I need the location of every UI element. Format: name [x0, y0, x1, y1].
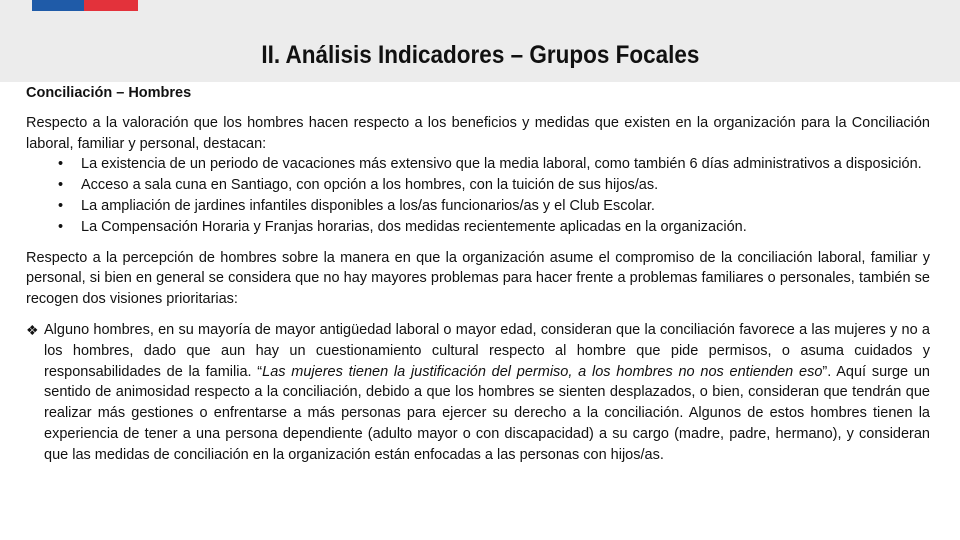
list-item-text: La existencia de un periodo de vacaciones más extensivo que la media laboral, como también 6 días administrativos a disposición.	[81, 156, 922, 173]
perception-paragraph: Respecto a la percepción de hombres sobre la manera en que la organización asume el compromiso de la conciliación laboral, familiar y personal, si bien en general se considera que no hay mayores problemas para hacer frente a problemas familiares o personales, también se recogen dos visiones prioritarias:	[26, 249, 930, 308]
intro-paragraph: Respecto a la valoración que los hombres hacen respecto a los beneficios y medidas que existen en la organización para la Conciliación laboral, familiar y personal, destacan:	[26, 114, 930, 152]
diamond-bullet-icon: ❖	[26, 321, 39, 338]
header-band	[0, 0, 960, 82]
list-item	[26, 154, 930, 175]
slide-content	[26, 83, 930, 466]
vision-text-b: ”. Aquí surge un sentido de animosidad respecto a la conciliación, debido a que los hombres se sienten desplazados, o bien, consideran que tendrán que realizar más gestiones o enfrentarse a más personas para ejercer su derecho a la conciliación. Algunos de estos hombres tienen la experiencia de tener a una persona dependiente (adulto mayor o con discapacidad) a su cargo (madre, padre, hermano), y consideran que las medidas de conciliación en la organización están enfocadas a las personas con hijos/as.	[44, 363, 930, 463]
bullet-dot-icon: •	[58, 218, 64, 235]
slide-title-text: II. Análisis Indicadores – Grupos Focales	[260, 41, 700, 69]
list-item	[26, 217, 930, 238]
slide-title	[0, 38, 960, 72]
list-item	[26, 196, 930, 217]
vision-quote: Las mujeres tienen la justificación del permiso, a los hombres no nos entienden eso	[262, 363, 823, 380]
list-item-text: La ampliación de jardines infantiles disponibles a los/as funcionarios/as y el Club Escolar.	[81, 197, 655, 214]
flag-blue-stripe	[32, 0, 84, 11]
vision-item	[26, 320, 930, 466]
list-item-text: La Compensación Horaria y Franjas horarias, dos medidas recientemente aplicadas en la organización.	[81, 218, 747, 235]
bullet-dot-icon: •	[58, 177, 64, 194]
list-item	[26, 175, 930, 196]
vision-text-a: Alguno hombres, en su mayoría de mayor antigüedad laboral o mayor edad, consideran que la conciliación favorece a las mujeres y no a los hombres, dado que aun hay un cuestionamiento cultural respecto al hombre que pide permisos, o asuma cuidados y responsabilidades de la familia. “	[44, 321, 930, 380]
list-item-text: Acceso a sala cuna en Santiago, con opción a los hombres, con la tuición de sus hijos/as.	[81, 177, 659, 194]
section-subtitle: Conciliación – Hombres	[26, 85, 192, 101]
benefits-list	[26, 154, 930, 237]
flag-red-stripe	[84, 0, 138, 11]
bullet-dot-icon: •	[58, 197, 64, 214]
bullet-dot-icon: •	[58, 156, 64, 173]
